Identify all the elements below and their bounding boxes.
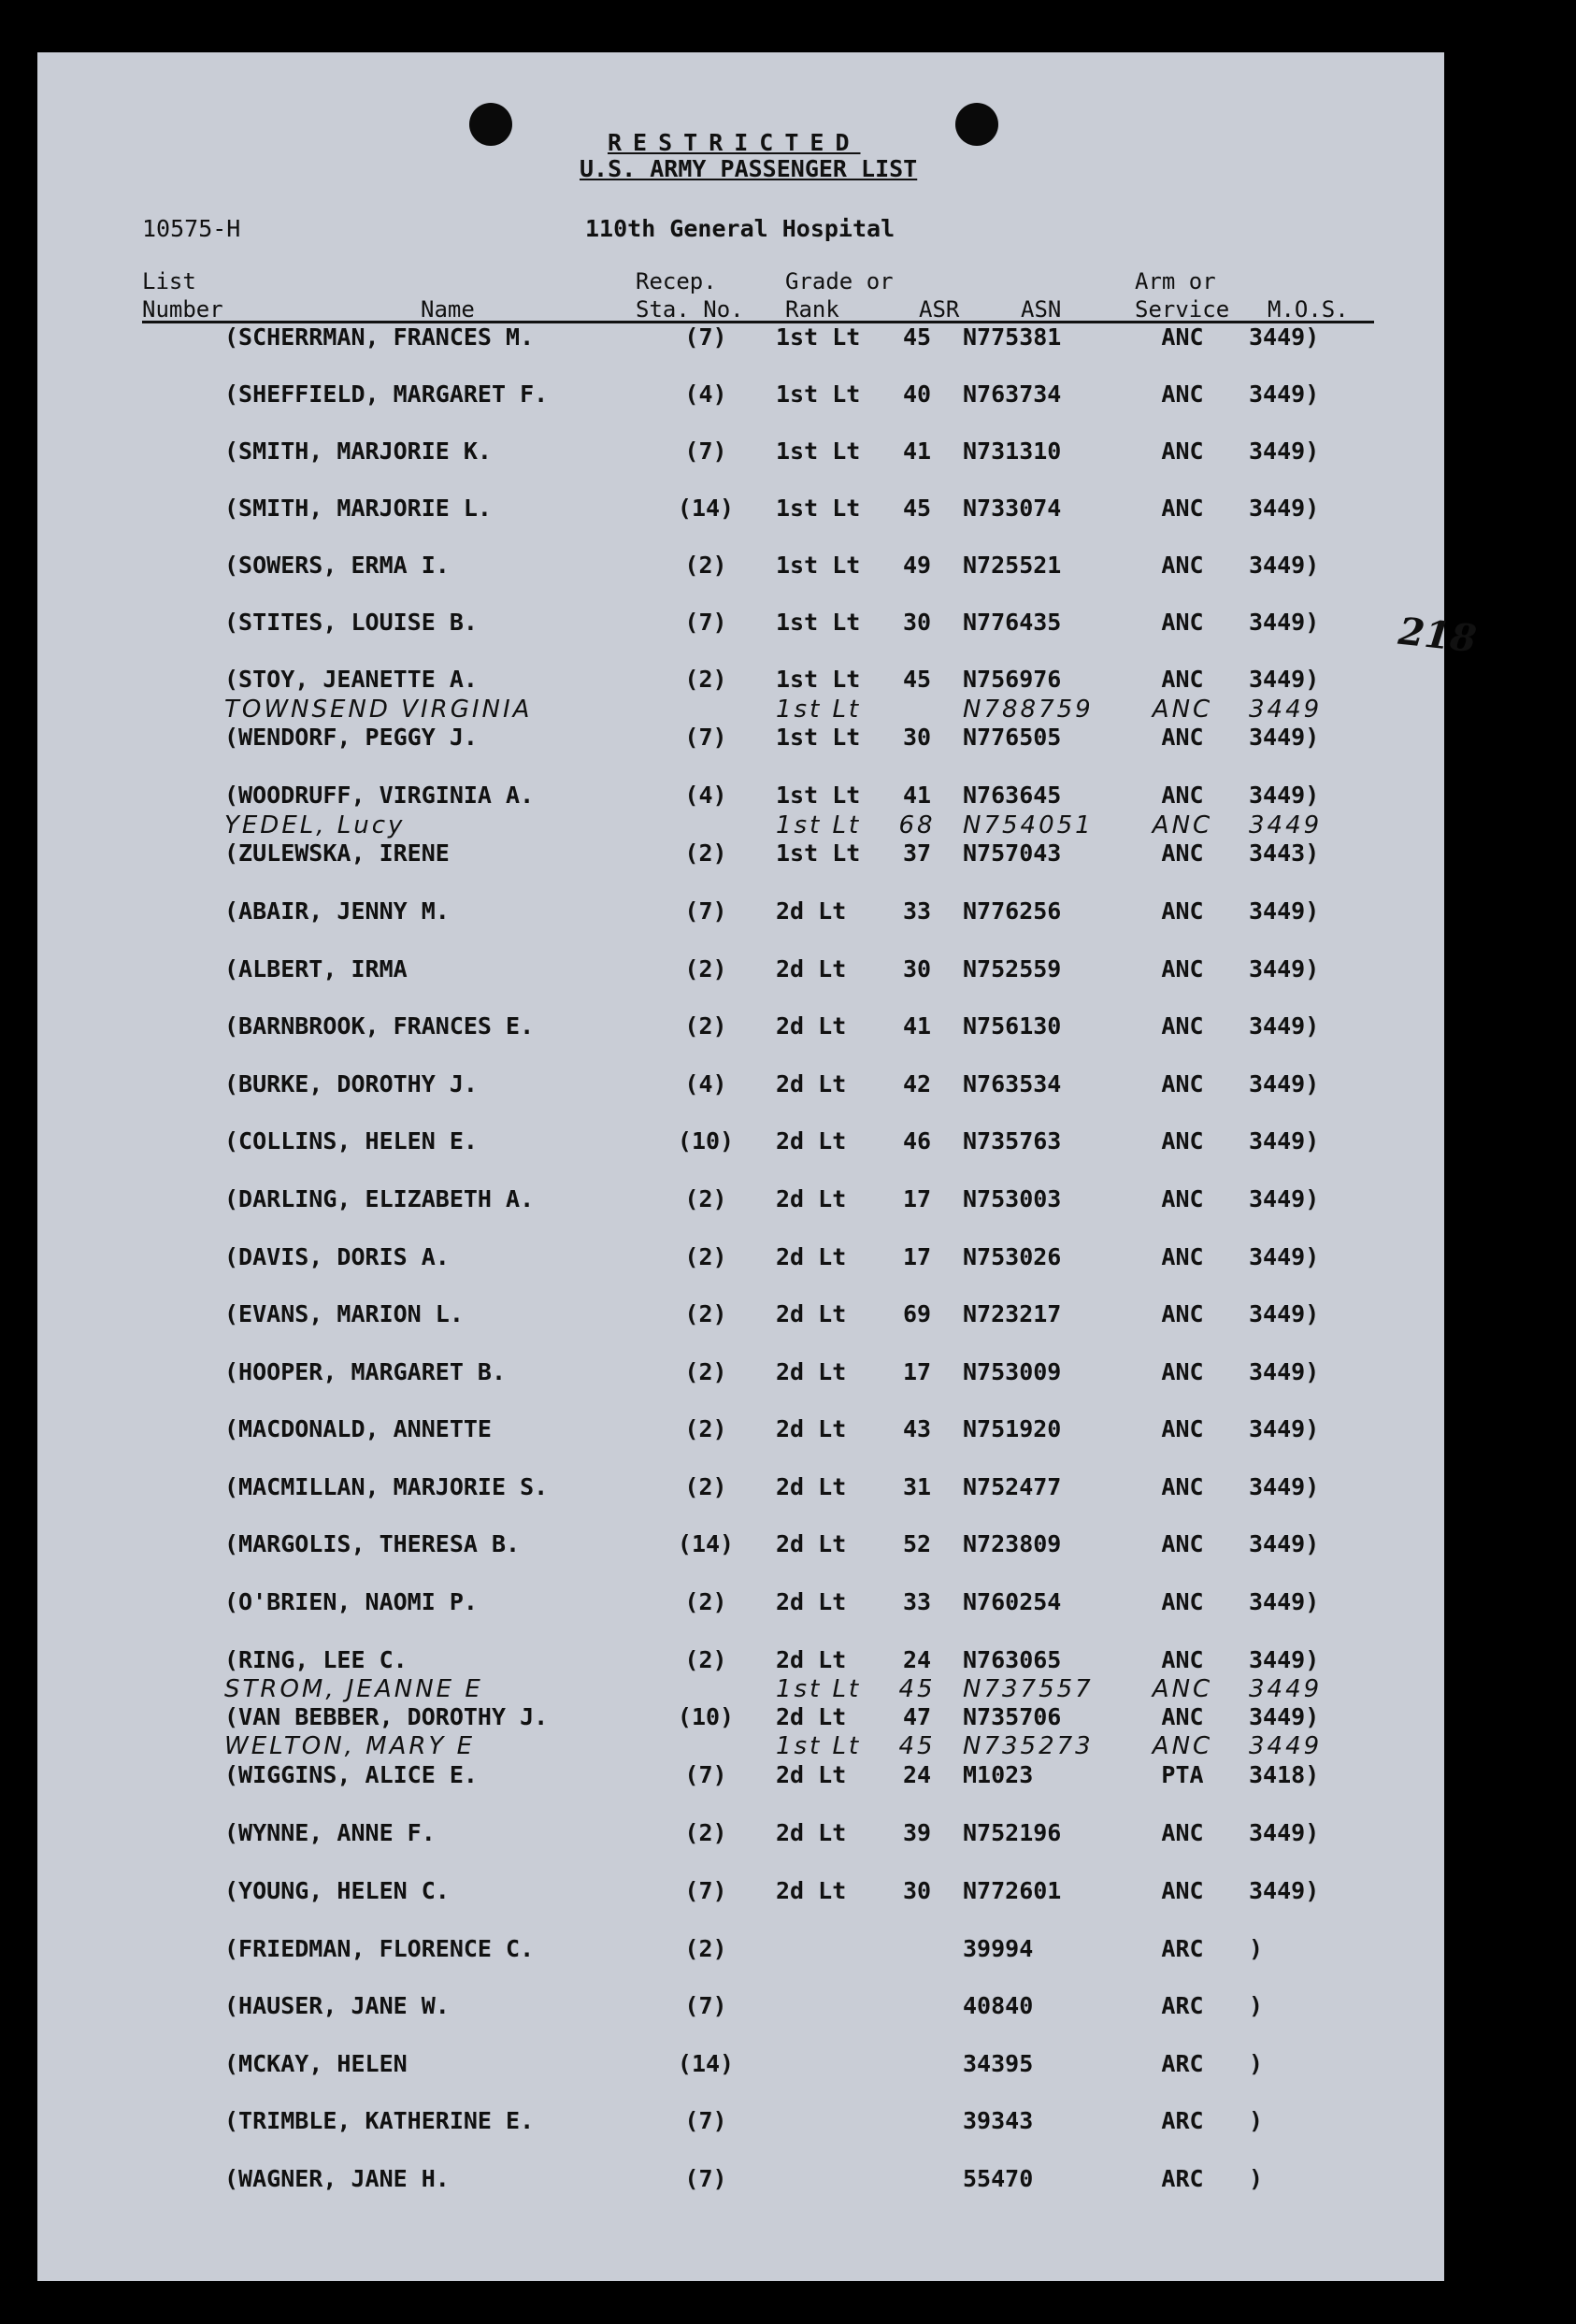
cell-arm: ANC (1161, 1070, 1204, 1097)
cell-asr: 33 (902, 1588, 932, 1615)
cell-sta: (7) (684, 724, 727, 751)
table-row (37, 609, 1444, 646)
cell-grade: 1st Lt (776, 696, 862, 724)
table-row (37, 2050, 1444, 2087)
cell-sta: (2) (684, 1185, 727, 1212)
table-row (37, 1012, 1444, 1050)
cell-asn: N735273 (963, 1732, 1094, 1760)
cell-name: (DARLING, ELIZABETH A. (224, 1185, 535, 1212)
table-row (37, 380, 1444, 418)
cell-arm: ANC (1161, 1415, 1204, 1442)
cell-sta: (7) (684, 1761, 727, 1788)
document-title: U.S. ARMY PASSENGER LIST (580, 155, 918, 182)
cell-asn: N752196 (963, 1819, 1062, 1846)
cell-sta: (7) (684, 1992, 727, 2019)
cell-mos: 3449) (1249, 495, 1320, 522)
cell-asn: 39343 (963, 2107, 1034, 2134)
cell-arm: ARC (1161, 1935, 1204, 1962)
cell-mos: 3449) (1249, 1703, 1320, 1730)
table-row (37, 1992, 1444, 2030)
cell-mos: 3449) (1249, 666, 1320, 693)
cell-grade: 2d Lt (776, 1530, 847, 1557)
cell-grade: 1st Lt (776, 552, 861, 579)
cell-mos: 3443) (1249, 839, 1320, 867)
table-row (37, 1877, 1444, 1915)
table-row (37, 552, 1444, 589)
cell-asn: N735763 (963, 1127, 1062, 1155)
cell-asr: 24 (902, 1761, 932, 1788)
cell-asn: 39994 (963, 1935, 1034, 1962)
cell-arm: ANC (1161, 1646, 1204, 1673)
cell-asn: N733074 (963, 495, 1062, 522)
cell-asn: N723217 (963, 1300, 1062, 1327)
table-row (37, 1761, 1444, 1799)
cell-sta: (2) (684, 839, 727, 867)
cell-asn: N763734 (963, 380, 1062, 408)
cell-asn: N725521 (963, 552, 1062, 579)
cell-grade: 2d Lt (776, 1703, 847, 1730)
cell-asn: 34395 (963, 2050, 1034, 2077)
cell-sta: (2) (684, 1646, 727, 1673)
cell-arm: ANC (1161, 1877, 1204, 1904)
cell-asr: 30 (902, 955, 932, 983)
cell-grade: 2d Lt (776, 1070, 847, 1097)
cell-asn: N788759 (963, 696, 1094, 724)
cell-name: (BURKE, DOROTHY J. (224, 1070, 478, 1097)
cell-arm: PTA (1161, 1761, 1204, 1788)
table-row (37, 1473, 1444, 1511)
cell-asr: 46 (902, 1127, 932, 1155)
cell-name: (FRIEDMAN, FLORENCE C. (224, 1935, 535, 1962)
cell-mos: 3418) (1249, 1761, 1320, 1788)
cell-asn: N763065 (963, 1646, 1062, 1673)
cell-grade: 2d Lt (776, 1185, 847, 1212)
cell-asr: 37 (902, 839, 932, 867)
cell-sta: (2) (684, 1243, 727, 1270)
cell-name: (O'BRIEN, NAOMI P. (224, 1588, 478, 1615)
col-arm-service: Arm or Service (1135, 268, 1230, 323)
cell-arm: ANC (1152, 1732, 1213, 1760)
cell-asn: N723809 (963, 1530, 1062, 1557)
cell-sta: (2) (684, 1300, 727, 1327)
cell-grade: 1st Lt (776, 380, 861, 408)
cell-name: (HOOPER, MARGARET B. (224, 1358, 507, 1385)
col-name: Name (421, 296, 475, 323)
cell-grade: 1st Lt (776, 1732, 862, 1760)
table-row (37, 1530, 1444, 1568)
table-row (37, 724, 1444, 761)
table-row (37, 1185, 1444, 1223)
cell-asn: N753026 (963, 1243, 1062, 1270)
cell-arm: ANC (1161, 1358, 1204, 1385)
cell-sta: (14) (677, 2050, 735, 2077)
cell-sta: (7) (684, 2165, 727, 2192)
cell-arm: ANC (1152, 696, 1213, 724)
page-number: 218 (1396, 609, 1479, 662)
cell-asr: 17 (902, 1185, 932, 1212)
cell-asn: N752559 (963, 955, 1062, 983)
cell-name: (BARNBROOK, FRANCES E. (224, 1012, 535, 1040)
table-row (37, 1935, 1444, 1973)
punch-hole-right (955, 103, 998, 146)
cell-name: (STITES, LOUISE B. (224, 609, 478, 636)
cell-asn: N756130 (963, 1012, 1062, 1040)
cell-asr: 47 (902, 1703, 932, 1730)
cell-grade: 2d Lt (776, 1473, 847, 1500)
cell-name: (SMITH, MARJORIE K. (224, 438, 492, 465)
cell-name: (MACDONALD, ANNETTE (224, 1415, 492, 1442)
cell-arm: ANC (1161, 438, 1204, 465)
cell-asn: N763534 (963, 1070, 1062, 1097)
col-list-number: List Number (142, 268, 223, 323)
table-row (37, 955, 1444, 993)
cell-arm: ANC (1161, 1300, 1204, 1327)
cell-arm: ANC (1152, 811, 1213, 839)
cell-asr: 43 (902, 1415, 932, 1442)
cell-asr: 41 (902, 438, 932, 465)
cell-arm: ARC (1161, 1992, 1204, 2019)
cell-grade: 2d Lt (776, 1415, 847, 1442)
cell-name: (HAUSER, JANE W. (224, 1992, 450, 2019)
cell-asr: 69 (902, 1300, 932, 1327)
cell-asr: 24 (902, 1646, 932, 1673)
cell-asr: 41 (902, 782, 932, 809)
cell-mos: 3449) (1249, 1127, 1320, 1155)
cell-sta: (4) (684, 380, 727, 408)
cell-grade: 2d Lt (776, 1012, 847, 1040)
cell-name: (VAN BEBBER, DOROTHY J. (224, 1703, 549, 1730)
cell-asn: 40840 (963, 1992, 1034, 2019)
cell-name: (SMITH, MARJORIE L. (224, 495, 492, 522)
cell-name: YEDEL, Lucy (224, 811, 406, 839)
cell-arm: ANC (1161, 1819, 1204, 1846)
cell-asn: M1023 (963, 1761, 1034, 1788)
cell-grade: 1st Lt (776, 495, 861, 522)
cell-arm: ARC (1161, 2165, 1204, 2192)
cell-sta: (2) (684, 1358, 727, 1385)
cell-asn: N772601 (963, 1877, 1062, 1904)
cell-mos: 3449) (1249, 1530, 1320, 1557)
table-row (37, 1243, 1444, 1281)
cell-asn: N753003 (963, 1185, 1062, 1212)
cell-sta: (2) (684, 552, 727, 579)
cell-name: (MCKAY, HELEN (224, 2050, 408, 2077)
cell-asr: 45 (898, 1732, 936, 1760)
cell-grade: 1st Lt (776, 666, 861, 693)
table-row (37, 1300, 1444, 1338)
cell-asn: N737557 (963, 1675, 1094, 1703)
cell-asr: 45 (902, 323, 932, 351)
cell-name: (TRIMBLE, KATHERINE E. (224, 2107, 535, 2134)
cell-mos: 3449) (1249, 552, 1320, 579)
cell-name: (STOY, JEANETTE A. (224, 666, 478, 693)
cell-mos: 3449) (1249, 782, 1320, 809)
document-page (37, 52, 1479, 2281)
cell-grade: 1st Lt (776, 1675, 862, 1703)
cell-name: (WYNNE, ANNE F. (224, 1819, 436, 1846)
cell-name: (COLLINS, HELEN E. (224, 1127, 478, 1155)
cell-grade: 1st Lt (776, 782, 861, 809)
cell-arm: ANC (1161, 1243, 1204, 1270)
cell-mos: 3449) (1249, 438, 1320, 465)
cell-grade: 2d Lt (776, 1127, 847, 1155)
cell-asr: 41 (902, 1012, 932, 1040)
cell-arm: ANC (1161, 1012, 1204, 1040)
table-row (37, 1415, 1444, 1453)
cell-asr: 31 (902, 1473, 932, 1500)
cell-arm: ANC (1161, 1530, 1204, 1557)
cell-mos: 3449) (1249, 1473, 1320, 1500)
cell-mos: 3449) (1249, 1358, 1320, 1385)
col-grade-rank: Grade or Rank (785, 268, 894, 323)
cell-arm: ANC (1161, 323, 1204, 351)
cell-arm: ARC (1161, 2107, 1204, 2134)
cell-name: (YOUNG, HELEN C. (224, 1877, 450, 1904)
cell-sta: (7) (684, 2107, 727, 2134)
cell-mos: 3449) (1249, 955, 1320, 983)
cell-name: TOWNSEND VIRGINIA (224, 696, 533, 724)
cell-mos: 3449) (1249, 1070, 1320, 1097)
cell-grade: 1st Lt (776, 811, 862, 839)
cell-name: (RING, LEE C. (224, 1646, 408, 1673)
cell-asn: N757043 (963, 839, 1062, 867)
punch-hole-left (469, 103, 512, 146)
cell-grade: 2d Lt (776, 897, 847, 925)
cell-asr: 39 (902, 1819, 932, 1846)
cell-sta: (7) (684, 897, 727, 925)
cell-arm: ANC (1161, 380, 1204, 408)
cell-sta: (2) (684, 1012, 727, 1040)
cell-sta: (2) (684, 1415, 727, 1442)
cell-sta: (10) (677, 1703, 735, 1730)
cell-sta: (4) (684, 1070, 727, 1097)
cell-asn: N776435 (963, 609, 1062, 636)
cell-sta: (7) (684, 438, 727, 465)
cell-asr: 52 (902, 1530, 932, 1557)
cell-asn: N753009 (963, 1358, 1062, 1385)
cell-asr: 45 (898, 1675, 936, 1703)
cell-grade: 1st Lt (776, 609, 861, 636)
cell-asn: N763645 (963, 782, 1062, 809)
table-row (37, 1070, 1444, 1108)
table-row (37, 2107, 1444, 2145)
cell-mos: 3449) (1249, 1300, 1320, 1327)
cell-grade: 2d Lt (776, 1877, 847, 1904)
table-row (37, 2165, 1444, 2202)
cell-sta: (2) (684, 1473, 727, 1500)
cell-mos: ) (1249, 2050, 1264, 2077)
cell-asr: 49 (902, 552, 932, 579)
cell-grade: 2d Lt (776, 1761, 847, 1788)
cell-asn: N754051 (963, 811, 1094, 839)
cell-grade: 1st Lt (776, 323, 861, 351)
cell-sta: (14) (677, 1530, 735, 1557)
cell-sta: (7) (684, 609, 727, 636)
table-row (37, 839, 1444, 877)
cell-name: (ABAIR, JENNY M. (224, 897, 450, 925)
cell-arm: ANC (1161, 839, 1204, 867)
cell-asn: 55470 (963, 2165, 1034, 2192)
cell-asr: 30 (902, 609, 932, 636)
cell-asr: 45 (902, 495, 932, 522)
cell-name: (MACMILLAN, MARJORIE S. (224, 1473, 549, 1500)
cell-asr: 45 (902, 666, 932, 693)
cell-arm: ANC (1161, 1185, 1204, 1212)
cell-mos: 3449) (1249, 380, 1320, 408)
cell-name: (SOWERS, ERMA I. (224, 552, 450, 579)
cell-name: (WOODRUFF, VIRGINIA A. (224, 782, 535, 809)
table-row (37, 1819, 1444, 1857)
cell-arm: ANC (1161, 782, 1204, 809)
cell-mos: ) (1249, 2107, 1264, 2134)
table-row (37, 323, 1444, 361)
cell-sta: (2) (684, 1819, 727, 1846)
cell-mos: 3449) (1249, 1646, 1320, 1673)
cell-asr: 30 (902, 1877, 932, 1904)
table-row (37, 495, 1444, 532)
cell-asn: N776505 (963, 724, 1062, 751)
cell-grade: 1st Lt (776, 839, 861, 867)
cell-name: (WAGNER, JANE H. (224, 2165, 450, 2192)
cell-arm: ANC (1152, 1675, 1213, 1703)
cell-arm: ANC (1161, 724, 1204, 751)
col-recep-sta: Recep. Sta. No. (636, 268, 744, 323)
cell-mos: 3449 (1249, 1732, 1323, 1760)
col-asr: ASR (919, 296, 960, 323)
cell-arm: ANC (1161, 1127, 1204, 1155)
cell-asn: N751920 (963, 1415, 1062, 1442)
cell-mos: 3449) (1249, 1588, 1320, 1615)
cell-arm: ARC (1161, 2050, 1204, 2077)
cell-name: (ALBERT, IRMA (224, 955, 408, 983)
cell-name: STROM, JEANNE E (224, 1675, 483, 1703)
cell-grade: 1st Lt (776, 724, 861, 751)
cell-sta: (7) (684, 1877, 727, 1904)
cell-arm: ANC (1161, 897, 1204, 925)
cell-arm: ANC (1161, 955, 1204, 983)
cell-grade: 2d Lt (776, 1243, 847, 1270)
cell-mos: ) (1249, 1992, 1264, 2019)
table-row (37, 1588, 1444, 1626)
cell-name: (WIGGINS, ALICE E. (224, 1761, 478, 1788)
cell-asn: N752477 (963, 1473, 1062, 1500)
cell-asn: N735706 (963, 1703, 1062, 1730)
cell-name: (EVANS, MARION L. (224, 1300, 464, 1327)
table-row (37, 438, 1444, 475)
cell-name: (SHEFFIELD, MARGARET F. (224, 380, 549, 408)
cell-grade: 2d Lt (776, 1819, 847, 1846)
cell-grade: 2d Lt (776, 1358, 847, 1385)
document-number: 10575-H (142, 215, 241, 242)
cell-grade: 2d Lt (776, 1300, 847, 1327)
cell-arm: ANC (1161, 1703, 1204, 1730)
cell-asn: N760254 (963, 1588, 1062, 1615)
col-mos: M.O.S. (1268, 296, 1349, 323)
cell-asn: N775381 (963, 323, 1062, 351)
cell-name: (SCHERRMAN, FRANCES M. (224, 323, 535, 351)
cell-mos: 3449) (1249, 1185, 1320, 1212)
cell-name: (WENDORF, PEGGY J. (224, 724, 478, 751)
cell-arm: ANC (1161, 1588, 1204, 1615)
cell-name: (ZULEWSKA, IRENE (224, 839, 450, 867)
cell-asr: 17 (902, 1358, 932, 1385)
col-asn: ASN (1021, 296, 1062, 323)
cell-mos: 3449) (1249, 1012, 1320, 1040)
cell-mos: 3449) (1249, 1877, 1320, 1904)
cell-sta: (2) (684, 666, 727, 693)
cell-arm: ANC (1161, 609, 1204, 636)
cell-mos: 3449) (1249, 1819, 1320, 1846)
cell-asr: 68 (898, 811, 936, 839)
cell-asn: N776256 (963, 897, 1062, 925)
cell-sta: (4) (684, 782, 727, 809)
table-row (37, 897, 1444, 935)
cell-mos: 3449 (1249, 1675, 1323, 1703)
cell-sta: (2) (684, 1588, 727, 1615)
cell-sta: (14) (677, 495, 735, 522)
cell-mos: 3449) (1249, 1243, 1320, 1270)
cell-mos: 3449) (1249, 1415, 1320, 1442)
cell-arm: ANC (1161, 552, 1204, 579)
cell-mos: ) (1249, 2165, 1264, 2192)
cell-grade: 2d Lt (776, 955, 847, 983)
cell-mos: 3449 (1249, 696, 1323, 724)
cell-arm: ANC (1161, 666, 1204, 693)
cell-asr: 33 (902, 897, 932, 925)
classification-title: RESTRICTED (608, 129, 861, 156)
cell-asn: N756976 (963, 666, 1062, 693)
cell-mos: 3449) (1249, 724, 1320, 751)
cell-sta: (2) (684, 1935, 727, 1962)
cell-arm: ANC (1161, 495, 1204, 522)
cell-asr: 42 (902, 1070, 932, 1097)
table-row (37, 1358, 1444, 1396)
cell-asn: N731310 (963, 438, 1062, 465)
cell-asr: 40 (902, 380, 932, 408)
cell-mos: 3449) (1249, 609, 1320, 636)
cell-sta: (2) (684, 955, 727, 983)
cell-mos: 3449) (1249, 323, 1320, 351)
cell-sta: (7) (684, 323, 727, 351)
cell-arm: ANC (1161, 1473, 1204, 1500)
unit-name: 110th General Hospital (585, 215, 895, 242)
cell-asr: 17 (902, 1243, 932, 1270)
cell-grade: 1st Lt (776, 438, 861, 465)
cell-name: WELTON, MARY E (224, 1732, 476, 1760)
table-row (37, 1127, 1444, 1165)
cell-mos: 3449) (1249, 897, 1320, 925)
cell-grade: 2d Lt (776, 1588, 847, 1615)
cell-grade: 2d Lt (776, 1646, 847, 1673)
cell-name: (DAVIS, DORIS A. (224, 1243, 450, 1270)
cell-sta: (10) (677, 1127, 735, 1155)
cell-name: (MARGOLIS, THERESA B. (224, 1530, 521, 1557)
cell-mos: 3449 (1249, 811, 1323, 839)
cell-mos: ) (1249, 1935, 1264, 1962)
cell-asr: 30 (902, 724, 932, 751)
